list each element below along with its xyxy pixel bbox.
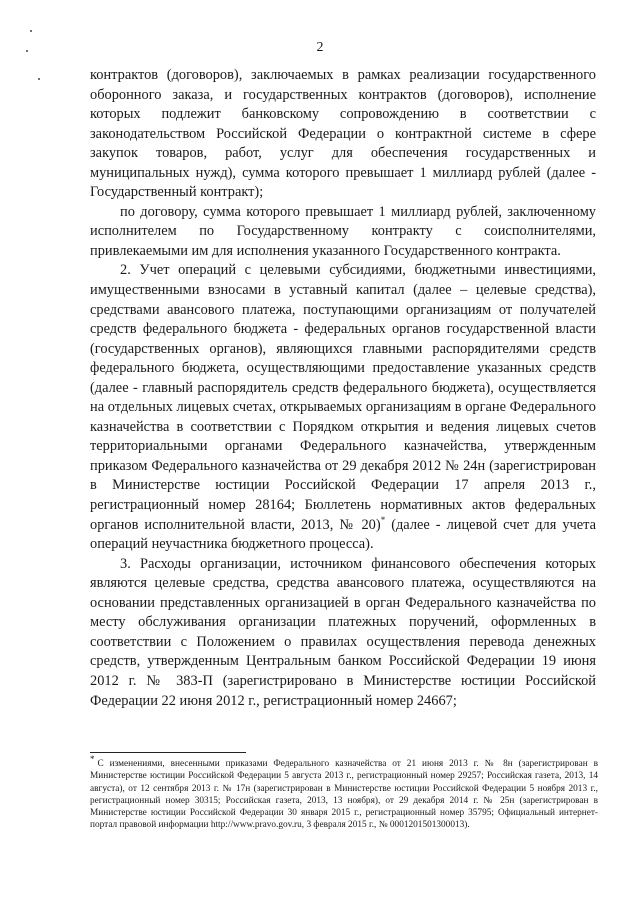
footnote-text: С изменениями, внесенными приказами Федерального казначейства от 21 июня 2013 г. № 8н (зарегистрирован в Министерстве юстиции Российской Федерации 5 августа 2013 г., регистрационный номер 29257; Российская газета, 2013, 14 августа), от 12 сентября 2013 г. № 17н (зарегистрирован в Министерстве юстиции Российской Федерации 5 ноября 2013 г., регистрационный номер 30315; Российская газета, 2013, 13 ноября), от 29 декабря 2014 г. № 25н (зарегистрирован в Министерстве юстиции Российской Федерации 30 января 2015 г., регистрационный номер 35795; Официальный интернет-портал правовой информации http://www.pravo.gov.ru, 3 февраля 2015 г., № 0001201501300013). <box>90 759 598 831</box>
footnote <box>90 753 598 832</box>
page-number: 2 <box>316 40 324 55</box>
paragraph-item-2 <box>90 261 596 554</box>
footnote-reference: * <box>380 514 386 525</box>
paragraph-contract: по договору, сумма которого превышает 1 миллиард рублей, заключенному исполнителем по Государственному контракту с соисполнителями, привлекаемыми им для исполнения указанного Государственного контракта. <box>90 203 596 259</box>
scan-speck <box>30 30 32 32</box>
scan-speck <box>38 78 40 80</box>
paragraph-item-2-text: 2. Учет операций с целевыми субсидиями, бюджетными инвестициями, имущественными взносами в уставный капитал (далее – целевые средства), средствами авансового платежа, поступающими организациям от получателей средств федерального бюджета - федеральных органов государственной власти (государственных органов), являющихся главными распорядителями средств федерального бюджета, осуществляющими предоставление указанных средств (далее - главный распорядитель средств федерального бюджета), осуществляется на отдельных лицевых счетах, открываемых организациям в органе Федерального казначейства в соответствии с Порядком открытия и ведения лицевых счетов территориальными органами Федерального казначейства, утвержденным приказом Федерального казначейства от 29 декабря 2012 № 24н (зарегистрирован в Министерстве юстиции Российской Федерации 17 апреля 2013 г., регистрационный номер 28164; Бюллетень нормативных актов федеральных органов исполнительной власти, 2013, № 20) <box>90 262 596 533</box>
document-body <box>90 66 596 711</box>
paragraph-continuation: контрактов (договоров), заключаемых в рамках реализации государственного оборонного заказа, и государственных контрактов (договоров), исполнение которых подлежит банковскому сопровождению в соответствии с законодательством Российской Федерации о контрактной системе в сфере закупок товаров, работ, услуг для обеспечения государственных и муниципальных нужд), сумма которого превышает 1 миллиард рублей (далее - Государственный контракт); <box>90 67 596 201</box>
footnote-mark: * <box>90 753 95 764</box>
paragraph-item-3: 3. Расходы организации, источником финансового обеспечения которых являются целевые средства, средства авансового платежа, осуществляются на основании представленных организацией в орган Федерального казначейства по месту обслуживания организации платежных поручений, оформленных в соответствии с Положением о правилах осуществления перевода денежных средств, утвержденным Центральным банком Российской Федерации 19 июня 2012 г. № 383-П (зарегистрировано в Министерстве юстиции Российской Федерации 22 июня 2012 г., регистрационный номер 24667; <box>90 555 596 709</box>
footnote-separator <box>90 752 246 753</box>
paragraph-item-2-tail: (далее - лицевой счет для учета операций неучастника бюджетного процесса). <box>90 516 596 553</box>
